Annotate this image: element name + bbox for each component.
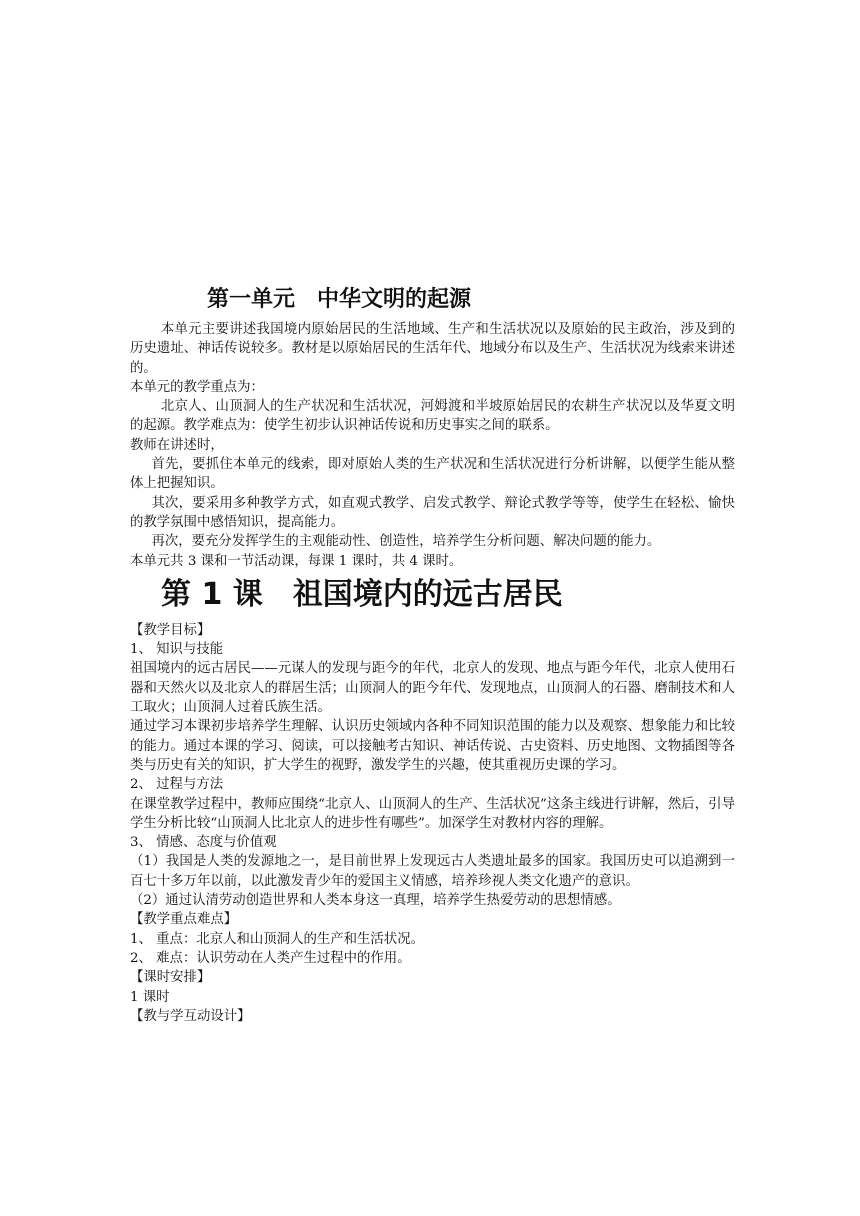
difficulty-item: 2、 难点：认识劳动在人类产生过程中的作用。	[130, 950, 411, 966]
schedule-value: 1 课时	[130, 989, 170, 1005]
second-point-paragraph: 其次，要采用多种教学方式，如直观式教学、启发式教学、辩论式教学等等，使学生在轻松、愉快的教学氛围中感悟知识，提高能力。	[130, 495, 735, 530]
teacher-note-label: 教师在讲述时，	[130, 437, 224, 453]
unit-schedule-paragraph: 本单元共 3 课和一节活动课，每课 1 课时，共 4 课时。	[130, 553, 463, 569]
ability-paragraph: 通过学习本课初步培养学生理解、认识历史领域内各种不同知识范围的能力以及观察、想象能力和比较的能力。通过本课的学习、阅读，可以接触考古知识、神话传说、古史资料、历史地图、文物插图等各类与历史有关的知识，扩大学生的视野，激发学生的兴趣，使其重视历史课的学习。	[130, 719, 735, 773]
teaching-focus-paragraph: 北京人、山顶洞人的生产状况和生活状况，河姆渡和半坡原始居民的农耕生产状况以及华夏文明的起源。教学难点为：使学生初步认识神话传说和历史事实之间的联系。	[130, 399, 735, 434]
unit-intro-paragraph: 本单元主要讲述我国境内原始居民的生活地域、生产和生活状况以及原始的民主政治，涉及到的历史遗址、神话传说较多。教材是以原始居民的生活年代、地域分布以及生产、生活状况为线索来讲述的。	[130, 322, 735, 376]
values-paragraph-1: （1）我国是人类的发源地之一，是目前世界上发现远古人类遗址最多的国家。我国历史可以追溯到一百七十多万年以前，以此激发青少年的爱国主义情感，培养珍视人类文化遗产的意识。	[130, 854, 735, 889]
subheading-process-method: 2、 过程与方法	[130, 777, 224, 793]
values-paragraph-2: （2）通过认清劳动创造世界和人类本身这一真理，培养学生热爱劳动的思想情感。	[130, 893, 621, 909]
section-heading-key-points: 【教学重点难点】	[130, 912, 238, 928]
process-paragraph: 在课堂教学过程中，教师应围绕“北京人、山顶洞人的生产、生活状况”这条主线进行讲解，然后，引导学生分析比较“山顶洞人比北京人的进步性有哪些”。加深学生对教材内容的理解。	[130, 796, 735, 831]
subheading-values: 3、 情感、态度与价值观	[130, 835, 277, 851]
unit-title: 第一单元 中华文明的起源	[207, 287, 472, 312]
section-heading-interaction: 【教与学互动设计】	[130, 1008, 251, 1024]
third-point-paragraph: 再次，要充分发挥学生的主观能动性、创造性，培养学生分析问题、解决问题的能力。	[151, 534, 661, 550]
section-heading-objectives: 【教学目标】	[130, 622, 211, 638]
document-page	[130, 282, 735, 1026]
section-heading-schedule: 【课时安排】	[130, 970, 211, 986]
teaching-focus-label: 本单元的教学重点为：	[130, 379, 264, 395]
lesson-title: 第 1 课 祖国境内的远古居民	[161, 576, 563, 612]
first-point-paragraph: 首先，要抓住本单元的线索，即对原始人类的生产状况和生活状况进行分析讲解，以便学生能从整体上把握知识。	[130, 457, 735, 492]
knowledge-paragraph: 祖国境内的远古居民——元谋人的发现与距今的年代，北京人的发现、地点与距今年代，北京人使用石器和天然火以及北京人的群居生活；山顶洞人的距今年代、发现地点，山顶洞人的石器、磨制技术和人工取火；山顶洞人过着氏族生活。	[130, 661, 735, 716]
key-point-item: 1、 重点：北京人和山顶洞人的生产和生活状况。	[130, 931, 424, 947]
subheading-knowledge-skills: 1、 知识与技能	[130, 642, 224, 658]
